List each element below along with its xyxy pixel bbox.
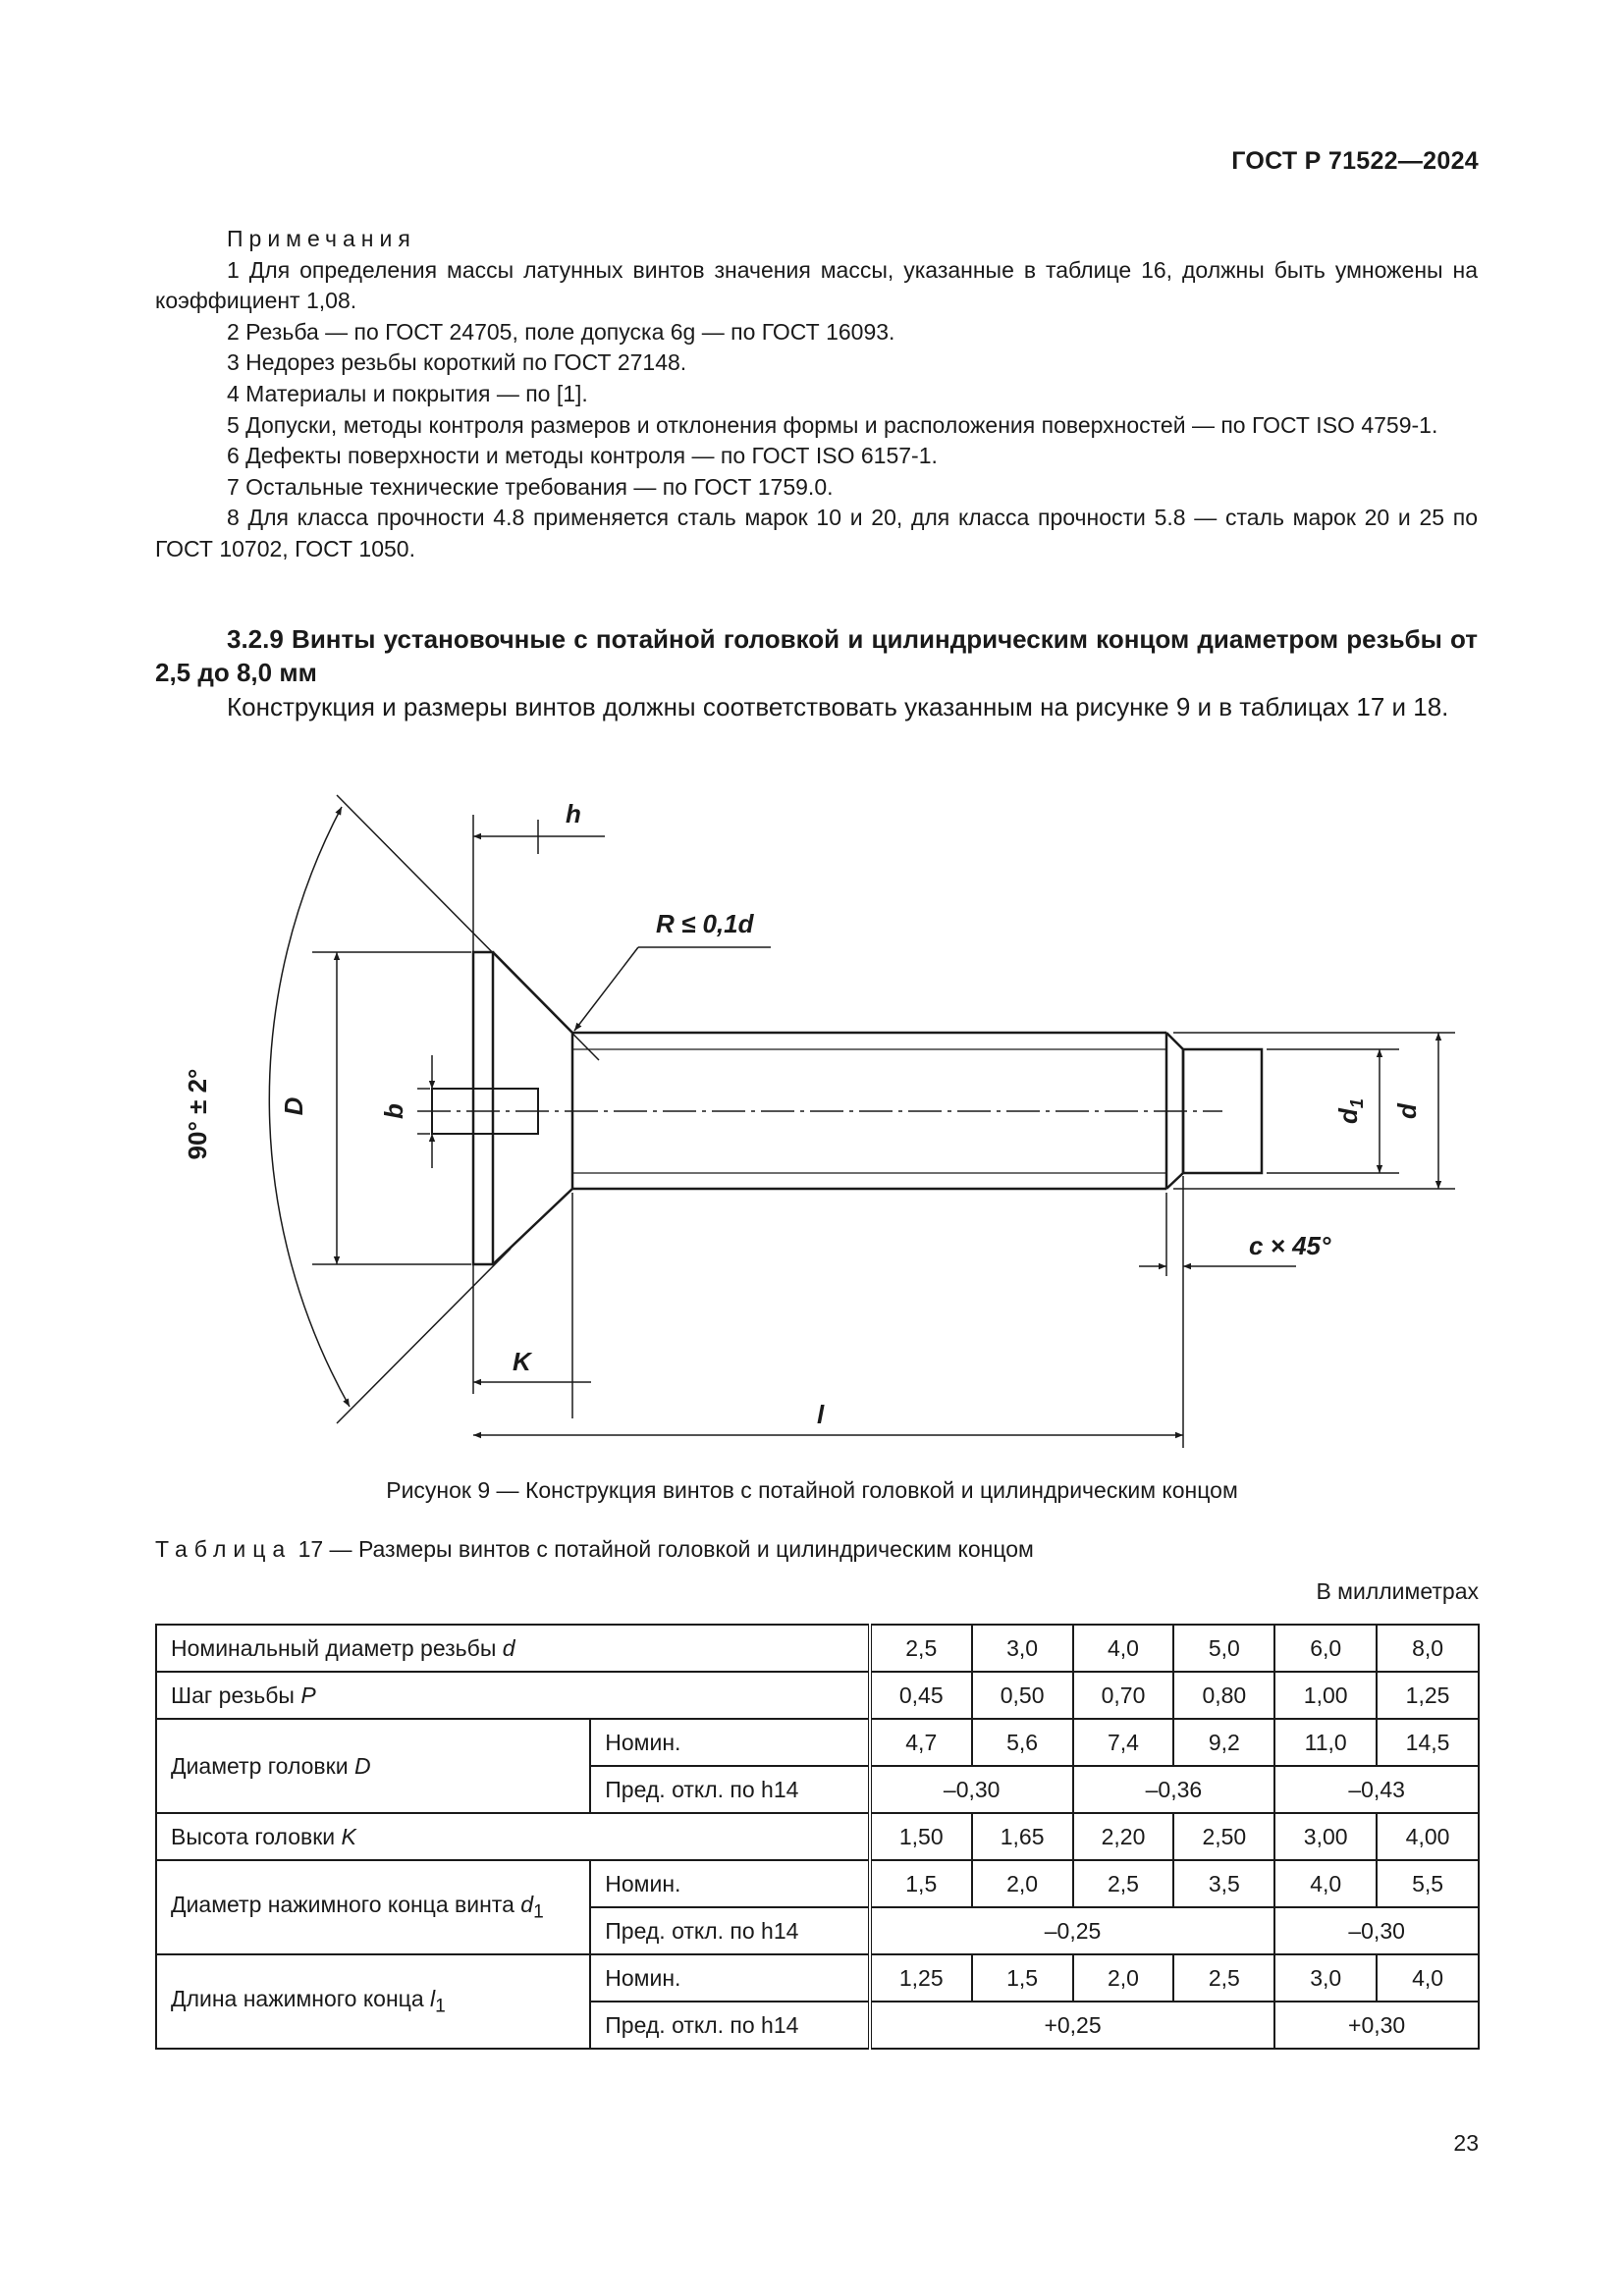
table-row — [156, 1954, 1479, 2002]
table-cell: 1,5 — [870, 1860, 972, 1907]
table-cell: 2,5 — [1073, 1860, 1174, 1907]
table-cell: 1,65 — [972, 1813, 1073, 1860]
table-cell: 1,00 — [1274, 1672, 1377, 1719]
table-row — [156, 1625, 1479, 1672]
row-label: Диаметр нажимного конца винта $d_1$ — [156, 1860, 590, 1954]
b-label: b — [379, 1103, 408, 1119]
table-cell: 9,2 — [1173, 1719, 1274, 1766]
table-cell: 2,5 — [870, 1625, 972, 1672]
table-cell: 14,5 — [1377, 1719, 1479, 1766]
table-cell: 4,0 — [1274, 1860, 1377, 1907]
dimension-lines — [269, 795, 1455, 1448]
table-cell: 1,25 — [870, 1954, 972, 2002]
row-label: Шаг резьбы P — [156, 1672, 870, 1719]
table-units: В миллиметрах — [1316, 1578, 1479, 1604]
table-caption — [155, 1536, 1034, 1563]
l-label: l — [817, 1400, 825, 1429]
table-cell: 4,0 — [1377, 1954, 1479, 2002]
table-cell: 3,00 — [1274, 1813, 1377, 1860]
sub-label: Пред. откл. по h14 — [590, 1907, 870, 1954]
chamfer-label: c × 45° — [1249, 1231, 1331, 1260]
table-cell: 0,80 — [1173, 1672, 1274, 1719]
table-cell: 1,25 — [1377, 1672, 1479, 1719]
figure-caption: Рисунок 9 — Конструкция винтов с потайной головкой и цилиндрическим концом — [386, 1477, 1238, 1503]
table-cell: 0,50 — [972, 1672, 1073, 1719]
table-cell: +0,30 — [1274, 2002, 1479, 2049]
angle-label: 90° ± 2° — [183, 1068, 212, 1160]
table-cell: –0,30 — [1274, 1907, 1479, 1954]
note-item: 8 Для класса прочности 4.8 применяется сталь марок 10 и 20, для класса прочности 5.8 — сталь марок 20 и 25 по ГОСТ 10702, ГОСТ 1050. — [155, 505, 1478, 561]
document-header: ГОСТ Р 71522—2024 — [1231, 147, 1479, 175]
table-cell: 8,0 — [1377, 1625, 1479, 1672]
radius-label: R ≤ 0,1d — [656, 909, 754, 938]
table-cell: 11,0 — [1274, 1719, 1377, 1766]
notes-block — [155, 224, 1478, 565]
sub-label: Номин. — [590, 1860, 870, 1907]
table-row — [156, 1672, 1479, 1719]
d1-label: $d_1$ — [1333, 1098, 1367, 1124]
dimension-labels — [183, 799, 1422, 1429]
table-cell: 0,45 — [870, 1672, 972, 1719]
section-text: Конструкция и размеры винтов должны соответствовать указанным на рисунке 9 и в таблицах 17 и 18. — [227, 692, 1449, 721]
table-cell: 2,0 — [972, 1860, 1073, 1907]
table-cell: –0,36 — [1073, 1766, 1275, 1813]
table-cell: 4,0 — [1073, 1625, 1174, 1672]
table-cell: 2,0 — [1073, 1954, 1174, 2002]
table-cell: 3,5 — [1173, 1860, 1274, 1907]
dimensions-table — [155, 1624, 1480, 2050]
table-cell: 2,50 — [1173, 1813, 1274, 1860]
table-cell: 5,5 — [1377, 1860, 1479, 1907]
note-item: 3 Недорез резьбы короткий по ГОСТ 27148. — [227, 349, 687, 376]
K-label: K — [513, 1347, 531, 1376]
page-number: 23 — [1453, 2130, 1479, 2156]
table-cell: 4,00 — [1377, 1813, 1479, 1860]
notes-title: Примечания — [227, 226, 416, 251]
note-item: 4 Материалы и покрытия — по [1]. — [227, 380, 588, 406]
row-label: Диаметр головки D — [156, 1719, 590, 1813]
table-cell: 6,0 — [1274, 1625, 1377, 1672]
table-cell: 5,0 — [1173, 1625, 1274, 1672]
note-item: 1 Для определения массы латунных винтов значения массы, указанные в таблице 16, должны быть умножены на коэффициент 1,08. — [155, 256, 1478, 314]
row-label: Высота головки K — [156, 1813, 870, 1860]
table-caption-word: Таблица — [155, 1536, 293, 1562]
note-item: 7 Остальные технические требования — по ГОСТ 1759.0. — [227, 473, 834, 500]
table-cell: 2,5 — [1173, 1954, 1274, 2002]
table-cell: 7,4 — [1073, 1719, 1174, 1766]
table-cell: 2,20 — [1073, 1813, 1174, 1860]
section-3-2-9 — [155, 622, 1478, 723]
d-label: d — [1392, 1103, 1422, 1119]
D-label: D — [279, 1096, 308, 1116]
table-row — [156, 1813, 1479, 1860]
screw-outline — [432, 952, 1262, 1264]
screw-drawing — [147, 775, 1502, 1463]
table-cell: 1,50 — [870, 1813, 972, 1860]
table-caption-text: 17 — Размеры винтов с потайной головкой и цилиндрическим концом — [292, 1536, 1034, 1562]
sub-label: Пред. откл. по h14 — [590, 1766, 870, 1813]
section-heading: 3.2.9 Винты установочные с потайной головкой и цилиндрическим концом диаметром резьбы от 2,5 до 8,0 мм — [155, 624, 1478, 687]
table-cell: 4,7 — [870, 1719, 972, 1766]
note-item: 5 Допуски, методы контроля размеров и отклонения формы и расположения поверхностей — по ГОСТ ISO 4759-1. — [227, 411, 1438, 438]
table-row — [156, 1860, 1479, 1907]
table-cell: 3,0 — [972, 1625, 1073, 1672]
table-cell: –0,25 — [870, 1907, 1274, 1954]
table-cell: 1,5 — [972, 1954, 1073, 2002]
table-cell: +0,25 — [870, 2002, 1274, 2049]
note-item: 2 Резьба — по ГОСТ 24705, поле допуска 6g — по ГОСТ 16093. — [227, 318, 895, 345]
sub-label: Номин. — [590, 1954, 870, 2002]
h-label: h — [566, 799, 581, 828]
sub-label: Пред. откл. по h14 — [590, 2002, 870, 2049]
table-cell: 5,6 — [972, 1719, 1073, 1766]
sub-label: Номин. — [590, 1719, 870, 1766]
table-row — [156, 1719, 1479, 1766]
table-cell: –0,43 — [1274, 1766, 1479, 1813]
table-cell: 3,0 — [1274, 1954, 1377, 2002]
row-label: Длина нажимного конца $l_1$ — [156, 1954, 590, 2049]
table-cell: 0,70 — [1073, 1672, 1174, 1719]
note-item: 6 Дефекты поверхности и методы контроля — по ГОСТ ISO 6157-1. — [227, 443, 938, 469]
table-cell: –0,30 — [870, 1766, 1073, 1813]
row-label: Номинальный диаметр резьбы d — [156, 1625, 870, 1672]
